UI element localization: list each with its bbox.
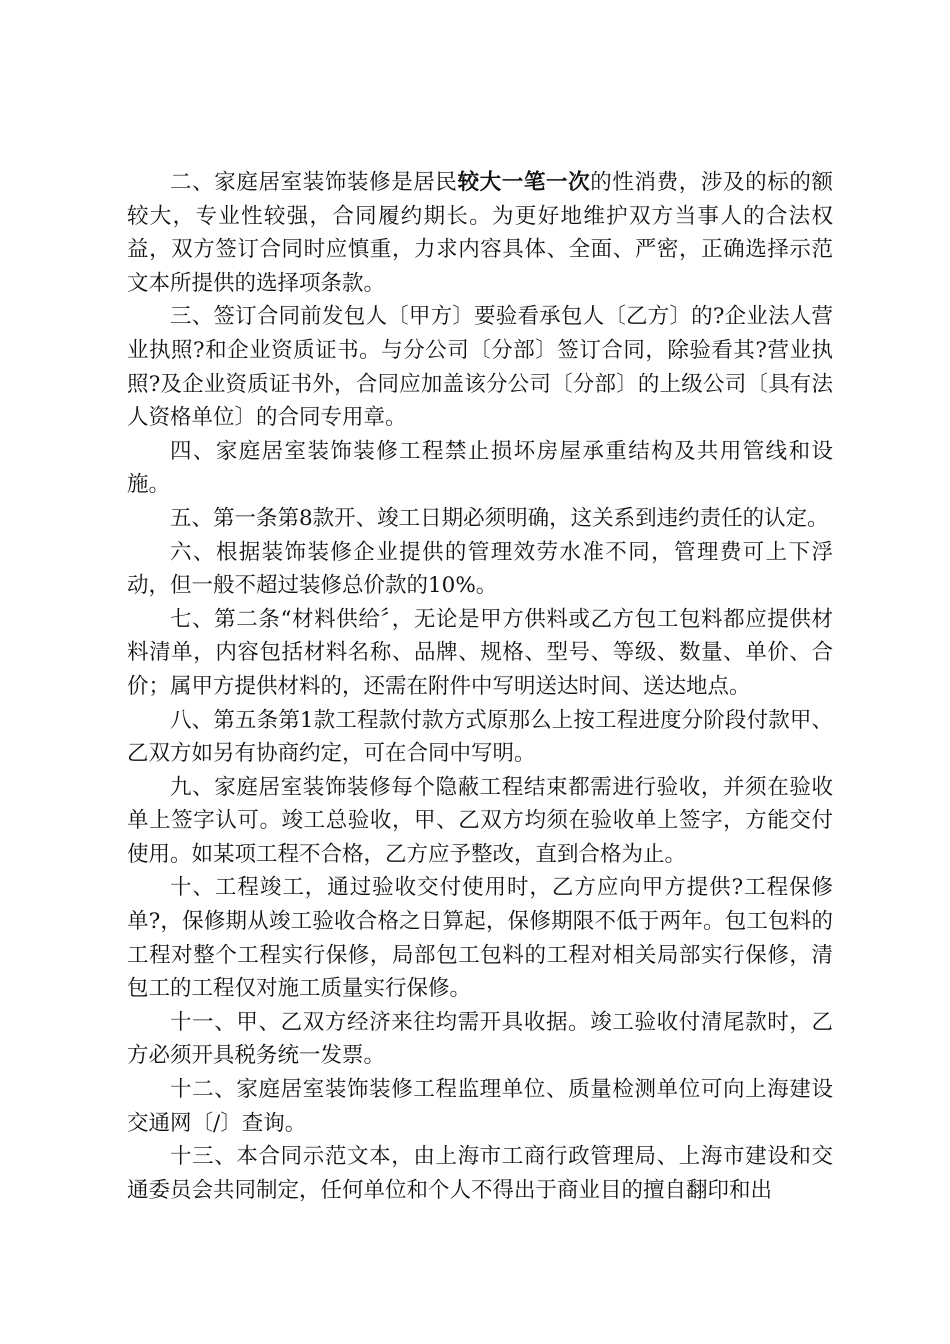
paragraph-2-after: 的性消费，涉及的标的额较大，专业性较强，合同履约期长。为更好地维护双方当事人的合法权益，双方签订合同时应慎重，力求内容具体、全面、严密，正确选择示范文本所提供的选择项条款。 [127, 170, 833, 296]
paragraph-7: 七、第二条“材料供给〞，无论是甲方供料或乙方包工包料都应提供材料清单，内容包括材料名称、品牌、规格、型号、等级、数量、单价、合价；属甲方提供材料的，还需在附件中写明送达时间、送达地点。 [127, 606, 833, 699]
paragraph-6: 六、根据装饰装修企业提供的管理效劳水准不同，管理费可上下浮动，但一般不超过装修总价款的10%。 [127, 539, 833, 599]
paragraph-13: 十三、本合同示范文本，由上海市工商行政管理局、上海市建设和交通委员会共同制定，任何单位和个人不得出于商业目的擅自翻印和出 [127, 1144, 833, 1203]
paragraph-4: 四、家庭居室装饰装修工程禁止损坏房屋承重结构及共用管线和设施。 [127, 438, 833, 498]
paragraph-2-emphasis: 较大一笔一次 [457, 170, 591, 195]
paragraph-8: 八、第五条第1款工程款付款方式原那么上按工程进度分阶段付款甲、乙双方如另有协商约定，可在合同中写明。 [127, 707, 833, 767]
paragraph-3: 三、签订合同前发包人〔甲方〕要验看承包人〔乙方〕的?企业法人营业执照?和企业资质证书。与分公司〔分部〕签订合同，除验看其?营业执照?及企业资质证书外，合同应加盖该分公司〔分部〕的上级公司〔具有法人资格单位〕的合同专用章。 [127, 304, 833, 431]
paragraph-12: 十二、家庭居室装饰装修工程监理单位、质量检测单位可向上海建设交通网〔/〕查询。 [127, 1077, 833, 1136]
paragraph-10: 十、工程竣工，通过验收交付使用时，乙方应向甲方提供?工程保修单?，保修期从竣工验收合格之日算起，保修期限不低于两年。包工包料的工程对整个工程实行保修，局部包工包料的工程对相关局部实行保修，清包工的工程仅对施工质量实行保修。 [127, 875, 833, 1002]
paragraph-2-before: 二、家庭居室装饰装修是居民 [170, 170, 458, 195]
paragraph-2 [127, 166, 833, 300]
paragraph-5: 五、第一条第8款开、竣工日期必须明确，这关系到违约责任的认定。 [170, 505, 829, 531]
paragraph-11: 十一、甲、乙双方经济来往均需开具收据。竣工验收付清尾款时，乙方必须开具税务统一发票。 [127, 1009, 833, 1069]
document-body [127, 166, 833, 1207]
paragraph-9: 九、家庭居室装饰装修每个隐蔽工程结束都需进行验收，并须在验收单上签字认可。竣工总验收，甲、乙双方均须在验收单上签字，方能交付使用。如某项工程不合格，乙方应予整改，直到合格为止。 [127, 774, 833, 867]
